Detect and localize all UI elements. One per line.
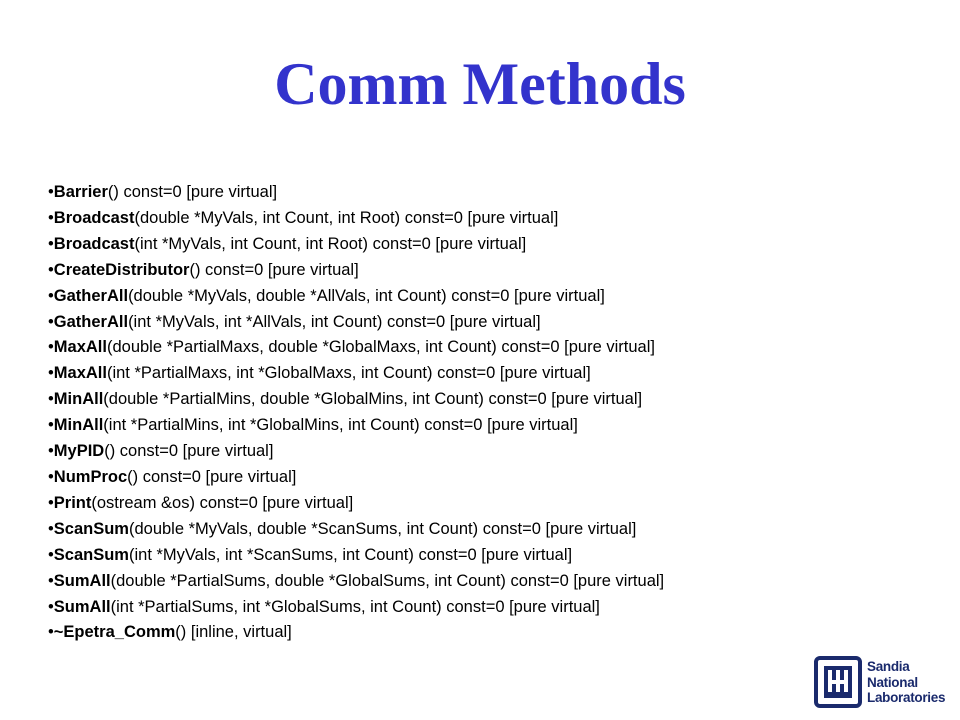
list-item (48, 491, 664, 517)
method-signature: (double *PartialMaxs, double *GlobalMaxs, int Count) const=0 [pure virtual] (106, 338, 655, 357)
method-list (48, 180, 664, 646)
logo-line: National (867, 674, 918, 690)
method-name: ScanSum (53, 519, 129, 538)
list-item (48, 620, 664, 646)
list-item (48, 284, 664, 310)
method-signature: (double *PartialMins, double *GlobalMins, int Count) const=0 [pure virtual] (103, 390, 643, 409)
method-name: GatherAll (53, 286, 129, 305)
list-item (48, 180, 664, 206)
list-item (48, 387, 664, 413)
method-signature: (double *PartialSums, double *GlobalSums, int Count) const=0 [pure virtual] (110, 571, 665, 590)
list-item (48, 310, 664, 336)
list-item (48, 543, 664, 569)
list-item (48, 413, 664, 439)
list-item (48, 232, 664, 258)
method-name: NumProc (53, 467, 128, 486)
method-signature: (int *PartialMaxs, int *GlobalMaxs, int Count) const=0 [pure virtual] (106, 364, 591, 383)
logo-line: Sandia (867, 659, 910, 674)
method-name: Broadcast (53, 234, 135, 253)
list-item (48, 517, 664, 543)
method-name: ScanSum (53, 545, 129, 564)
method-name: GatherAll (53, 312, 129, 331)
method-signature: (int *PartialMins, int *GlobalMins, int Count) const=0 [pure virtual] (103, 416, 578, 435)
method-signature: (ostream &os) const=0 [pure virtual] (91, 493, 354, 512)
method-signature: () const=0 [pure virtual] (189, 260, 359, 279)
slide-title: Comm Methods (274, 51, 686, 117)
method-name: MinAll (53, 416, 104, 435)
list-item (48, 595, 664, 621)
method-signature: (int *PartialSums, int *GlobalSums, int Count) const=0 [pure virtual] (110, 597, 600, 616)
list-item (48, 569, 664, 595)
method-signature: (double *MyVals, int Count, int Root) const=0 [pure virtual] (134, 208, 559, 227)
method-signature: (double *MyVals, double *ScanSums, int Count) const=0 [pure virtual] (128, 519, 637, 538)
method-name: MaxAll (53, 364, 107, 383)
method-signature: (int *MyVals, int *ScanSums, int Count) const=0 [pure virtual] (128, 545, 573, 564)
method-name: ~Epetra_Comm (53, 623, 176, 642)
method-signature: (double *MyVals, double *AllVals, int Count) const=0 [pure virtual] (128, 286, 605, 305)
method-signature: (int *MyVals, int Count, int Root) const=0 [pure virtual] (134, 234, 527, 253)
logo-wordmark (867, 659, 945, 706)
list-item (48, 439, 664, 465)
method-name: CreateDistributor (53, 260, 190, 279)
method-name: Broadcast (53, 208, 135, 227)
list-item (48, 361, 664, 387)
list-item (48, 465, 664, 491)
list-item (48, 258, 664, 284)
method-signature: (int *MyVals, int *AllVals, int Count) const=0 [pure virtual] (128, 312, 541, 331)
method-name: MyPID (53, 442, 105, 461)
method-name: Barrier (53, 183, 108, 201)
method-signature: () const=0 [pure virtual] (107, 183, 278, 201)
logo-line: Laboratories (867, 690, 946, 705)
method-name: SumAll (53, 597, 111, 616)
sandia-thunderbird-icon (814, 656, 862, 708)
method-signature: () const=0 [pure virtual] (127, 467, 297, 486)
list-item (48, 335, 664, 361)
method-name: Print (53, 493, 92, 512)
method-name: MinAll (53, 390, 104, 409)
list-item (48, 206, 664, 232)
method-name: SumAll (53, 571, 111, 590)
method-signature: () [inline, virtual] (175, 623, 292, 642)
sandia-logo (814, 656, 944, 708)
method-name: MaxAll (53, 338, 107, 357)
method-signature: () const=0 [pure virtual] (104, 442, 274, 461)
